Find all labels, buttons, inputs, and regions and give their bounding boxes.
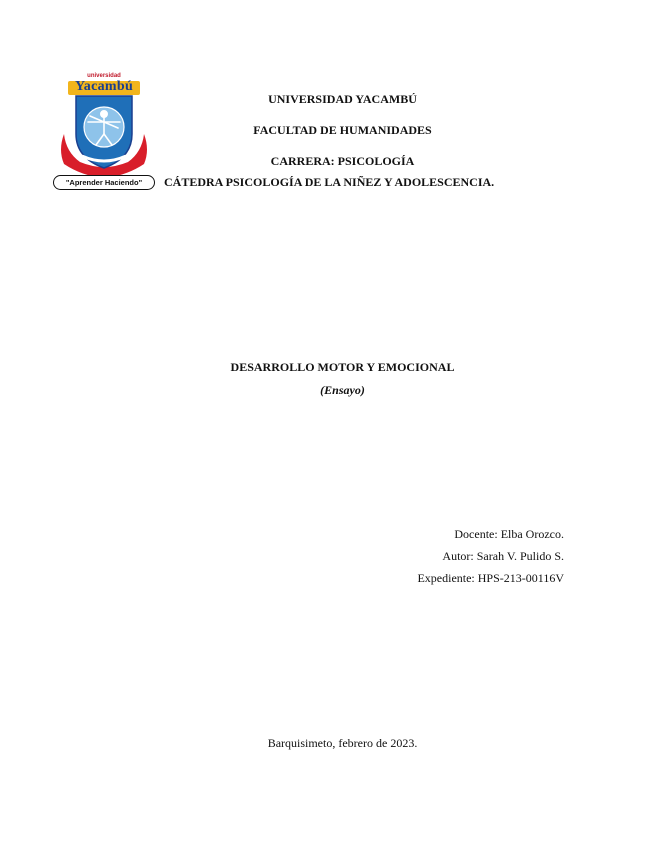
place-date: Barquisimeto, febrero de 2023. xyxy=(267,736,418,750)
career-name: CARRERA: PSICOLOGÍA xyxy=(270,154,415,168)
logo-wordmark-big: Yacambú xyxy=(74,79,134,94)
university-name: UNIVERSIDAD YACAMBÚ xyxy=(268,92,417,106)
document-title: DESARROLLO MOTOR Y EMOCIONAL xyxy=(230,360,455,374)
faculty-name: FACULTAD DE HUMANIDADES xyxy=(253,123,432,137)
logo-wordmark-small: universidad xyxy=(87,73,121,79)
chair-name: CÁTEDRA PSICOLOGÍA DE LA NIÑEZ Y ADOLESCENCIA. xyxy=(164,175,495,189)
author-line: Autor: Sarah V. Pulido S. xyxy=(442,549,564,563)
teacher-line: Docente: Elba Orozco. xyxy=(454,527,564,541)
document-subtitle: (Ensayo) xyxy=(320,383,365,397)
file-number-line: Expediente: HPS-213-00116V xyxy=(417,571,564,585)
logo-motto: "Aprender Haciendo" xyxy=(53,175,155,190)
